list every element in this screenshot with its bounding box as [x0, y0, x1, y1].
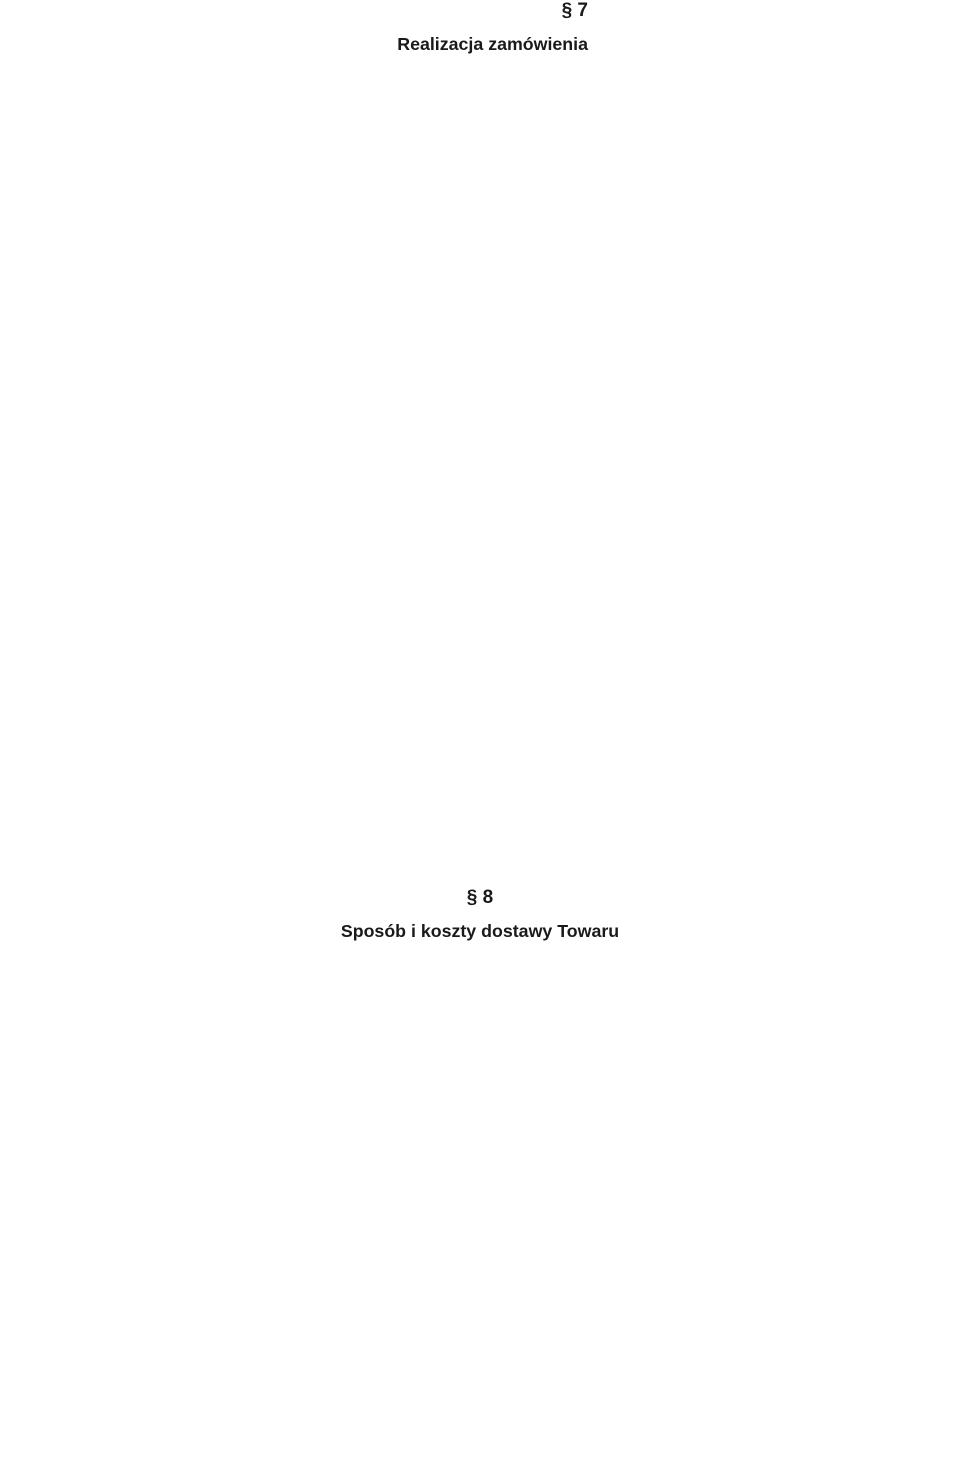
section-8-symbol: § 8: [466, 887, 494, 908]
section-8-title: Sposób i koszty dostawy Towaru: [340, 921, 620, 941]
section-7-symbol: § 7: [561, 0, 588, 21]
section-7-title: Realizacja zamówienia: [397, 34, 588, 54]
